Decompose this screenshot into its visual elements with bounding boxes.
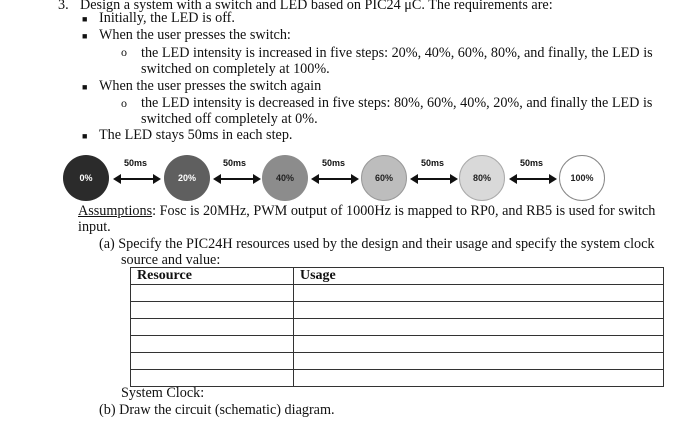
part-b: (b) Draw the circuit (schematic) diagram. xyxy=(99,402,335,418)
sub-bullet-increase: the LED intensity is increased in five steps: 20%, 40%, 60%, 80%, and finally, the LED is xyxy=(141,45,653,61)
resource-table xyxy=(130,267,664,387)
bullet-icon: ■ xyxy=(82,131,88,141)
table-row xyxy=(131,285,664,302)
resource-cell[interactable] xyxy=(131,319,294,336)
usage-cell[interactable] xyxy=(294,370,664,387)
question-intro: Design a system with a switch and LED based on PIC24 μC. The requirements are: xyxy=(80,0,553,13)
resource-cell[interactable] xyxy=(131,336,294,353)
bullet-initially: Initially, the LED is off. xyxy=(99,10,235,26)
question-number: 3. xyxy=(58,0,69,13)
delay-label: 50ms xyxy=(124,158,148,168)
usage-cell[interactable] xyxy=(294,319,664,336)
sub-bullet-icon: o xyxy=(121,45,127,59)
assumptions-cont: input. xyxy=(78,219,111,235)
led-state-0: 0% xyxy=(63,155,109,201)
sub-bullet-decrease-cont: switched off completely at 0%. xyxy=(141,111,318,127)
double-arrow-icon xyxy=(113,173,161,185)
col-resource-header: Resource xyxy=(131,268,294,285)
system-clock: System Clock: xyxy=(121,385,205,401)
table-row xyxy=(131,336,664,353)
bullet-icon: ■ xyxy=(82,14,88,24)
resource-cell[interactable] xyxy=(131,302,294,319)
part-a-cont: source and value: xyxy=(121,252,221,268)
usage-cell[interactable] xyxy=(294,336,664,353)
usage-cell[interactable] xyxy=(294,285,664,302)
double-arrow-icon xyxy=(311,173,359,185)
resource-cell[interactable] xyxy=(131,370,294,387)
double-arrow-icon xyxy=(509,173,557,185)
bullet-icon: ■ xyxy=(82,31,88,41)
assumptions-text: : Fosc is 20MHz, PWM output of 1000Hz is mapped to RP0, and RB5 is used for switch xyxy=(152,203,656,219)
usage-cell[interactable] xyxy=(294,353,664,370)
bullet-press-again: When the user presses the switch again xyxy=(99,78,322,94)
sub-bullet-decrease: the LED intensity is decreased in five steps: 80%, 60%, 40%, 20%, and finally the LED is xyxy=(141,95,653,111)
assumptions xyxy=(78,203,655,219)
bullet-press: When the user presses the switch: xyxy=(99,27,291,43)
resource-cell[interactable] xyxy=(131,285,294,302)
delay-label: 50ms xyxy=(223,158,247,168)
led-state-40: 40% xyxy=(262,155,308,201)
table-row xyxy=(131,302,664,319)
led-state-80: 80% xyxy=(459,155,505,201)
table-row xyxy=(131,353,664,370)
part-a: (a) Specify the PIC24H resources used by the design and their usage and specify the system clock xyxy=(99,236,655,252)
bullet-icon: ■ xyxy=(82,82,88,92)
resource-cell[interactable] xyxy=(131,353,294,370)
delay-label: 50ms xyxy=(421,158,445,168)
led-state-100: 100% xyxy=(559,155,605,201)
assumptions-label: Assumptions xyxy=(78,203,153,219)
bullet-stay: The LED stays 50ms in each step. xyxy=(99,127,293,143)
double-arrow-icon xyxy=(213,173,261,185)
delay-label: 50ms xyxy=(322,158,346,168)
sub-bullet-icon: o xyxy=(121,96,127,110)
table-row xyxy=(131,319,664,336)
led-state-60: 60% xyxy=(361,155,407,201)
col-usage-header: Usage xyxy=(294,268,664,285)
usage-cell[interactable] xyxy=(294,302,664,319)
double-arrow-icon xyxy=(410,173,458,185)
sub-bullet-increase-cont: switched on completely at 100%. xyxy=(141,61,330,77)
table-row xyxy=(131,370,664,387)
delay-label: 50ms xyxy=(520,158,544,168)
led-state-20: 20% xyxy=(164,155,210,201)
